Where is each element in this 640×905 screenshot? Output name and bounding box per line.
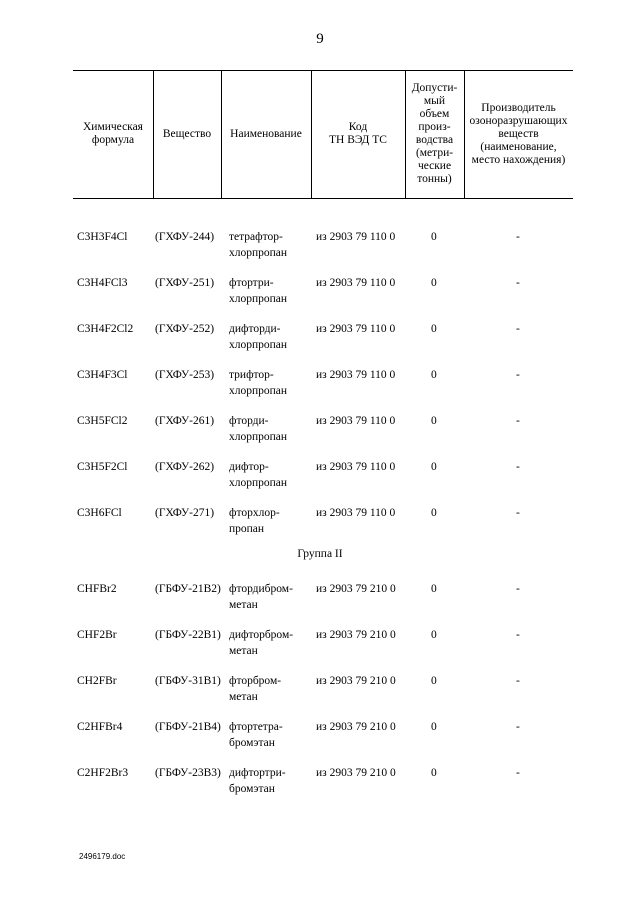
header-name: Наименование xyxy=(230,127,302,140)
cell-formula: CHFBr2 xyxy=(77,583,117,595)
cell-substance: (ГХФУ-271) xyxy=(155,507,215,519)
table-row xyxy=(0,321,640,357)
cell-formula: C3H4FCl3 xyxy=(77,277,128,289)
cell-name: дифторди- хлорпропан xyxy=(229,323,288,351)
cell-producer: - xyxy=(516,721,520,733)
table-row xyxy=(0,627,640,663)
cell-formula: C3H5FCl2 xyxy=(77,415,128,427)
cell-code: из 2903 79 110 0 xyxy=(316,231,396,243)
cell-formula: CHF2Br xyxy=(77,629,117,641)
table-row xyxy=(0,229,640,265)
cell-name: фтортри- хлорпропан xyxy=(229,277,288,305)
cell-producer: - xyxy=(516,675,520,687)
table-row xyxy=(0,719,640,755)
cell-formula: C3H3F4Cl xyxy=(77,231,128,243)
cell-code: из 2903 79 210 0 xyxy=(316,583,396,595)
cell-substance: (ГХФУ-261) xyxy=(155,415,215,427)
cell-producer: - xyxy=(516,369,520,381)
cell-name: фторхлор- пропан xyxy=(229,507,280,535)
cell-volume: 0 xyxy=(431,415,437,427)
table-row xyxy=(0,413,640,449)
cell-producer: - xyxy=(516,767,520,779)
document-filename: 2496179.doc xyxy=(79,852,126,861)
header-substance: Вещество xyxy=(162,127,212,140)
cell-formula: CH2FBr xyxy=(77,675,117,687)
cell-name: фтортетра- бромэтан xyxy=(229,721,283,749)
cell-volume: 0 xyxy=(431,675,437,687)
cell-substance: (ГХФУ-251) xyxy=(155,277,215,289)
cell-substance: (ГХФУ-252) xyxy=(155,323,215,335)
cell-volume: 0 xyxy=(431,583,437,595)
page-number: 9 xyxy=(316,31,324,47)
cell-code: из 2903 79 210 0 xyxy=(316,767,396,779)
cell-producer: - xyxy=(516,277,520,289)
table-row xyxy=(0,765,640,801)
group-title: Группа II xyxy=(297,548,343,560)
cell-substance: (ГБФУ-21В4) xyxy=(155,721,221,733)
cell-volume: 0 xyxy=(431,767,437,779)
cell-formula: C3H5F2Cl xyxy=(77,461,128,473)
cell-code: из 2903 79 110 0 xyxy=(316,323,396,335)
header-producer: Производитель озоноразрушающих веществ (наименование, место нахождения) xyxy=(469,101,568,166)
cell-substance: (ГБФУ-31В1) xyxy=(155,675,221,687)
cell-formula: C2HFBr4 xyxy=(77,721,123,733)
cell-producer: - xyxy=(516,507,520,519)
table-row xyxy=(0,459,640,495)
cell-substance: (ГБФУ-21В2) xyxy=(155,583,221,595)
cell-code: из 2903 79 210 0 xyxy=(316,675,396,687)
cell-volume: 0 xyxy=(431,369,437,381)
cell-code: из 2903 79 110 0 xyxy=(316,369,396,381)
cell-volume: 0 xyxy=(431,277,437,289)
cell-name: фтордибром- метан xyxy=(229,583,293,611)
cell-substance: (ГБФУ-23В3) xyxy=(155,767,221,779)
cell-substance: (ГБФУ-22В1) xyxy=(155,629,221,641)
cell-code: из 2903 79 210 0 xyxy=(316,629,396,641)
cell-formula: C3H4F3Cl xyxy=(77,369,128,381)
cell-name: дифторбром- метан xyxy=(229,629,294,657)
cell-volume: 0 xyxy=(431,507,437,519)
table-row xyxy=(0,505,640,541)
cell-substance: (ГХФУ-244) xyxy=(155,231,215,243)
cell-producer: - xyxy=(516,415,520,427)
cell-name: трифтор- хлорпропан xyxy=(229,369,288,397)
cell-substance: (ГХФУ-253) xyxy=(155,369,215,381)
cell-producer: - xyxy=(516,231,520,243)
header-code: Код ТН ВЭД ТС xyxy=(329,121,387,146)
table-row xyxy=(0,275,640,311)
cell-code: из 2903 79 110 0 xyxy=(316,415,396,427)
table-row xyxy=(0,673,640,709)
cell-code: из 2903 79 110 0 xyxy=(316,507,396,519)
cell-formula: C3H4F2Cl2 xyxy=(77,323,134,335)
cell-volume: 0 xyxy=(431,323,437,335)
cell-volume: 0 xyxy=(431,231,437,243)
header-volume: Допусти- мый объем произ- водства (метри- ческие тонны) xyxy=(411,82,458,185)
cell-name: дифтор- хлорпропан xyxy=(229,461,288,489)
cell-producer: - xyxy=(516,583,520,595)
cell-name: фторбром- метан xyxy=(229,675,282,703)
cell-code: из 2903 79 110 0 xyxy=(316,461,396,473)
cell-name: тетрафтор- хлорпропан xyxy=(229,231,288,259)
table-row xyxy=(0,367,640,403)
header-formula: Химическая формула xyxy=(83,121,143,146)
header-bottom-rule xyxy=(73,198,573,199)
cell-producer: - xyxy=(516,461,520,473)
cell-code: из 2903 79 110 0 xyxy=(316,277,396,289)
cell-substance: (ГХФУ-262) xyxy=(155,461,215,473)
cell-producer: - xyxy=(516,629,520,641)
cell-name: дифтортри- бромэтан xyxy=(229,767,286,795)
cell-name: фторди- хлорпропан xyxy=(229,415,288,443)
cell-code: из 2903 79 210 0 xyxy=(316,721,396,733)
cell-volume: 0 xyxy=(431,721,437,733)
cell-formula: C2HF2Br3 xyxy=(77,767,129,779)
table-row xyxy=(0,581,640,617)
cell-producer: - xyxy=(516,323,520,335)
cell-volume: 0 xyxy=(431,629,437,641)
cell-volume: 0 xyxy=(431,461,437,473)
cell-formula: C3H6FCl xyxy=(77,507,122,519)
